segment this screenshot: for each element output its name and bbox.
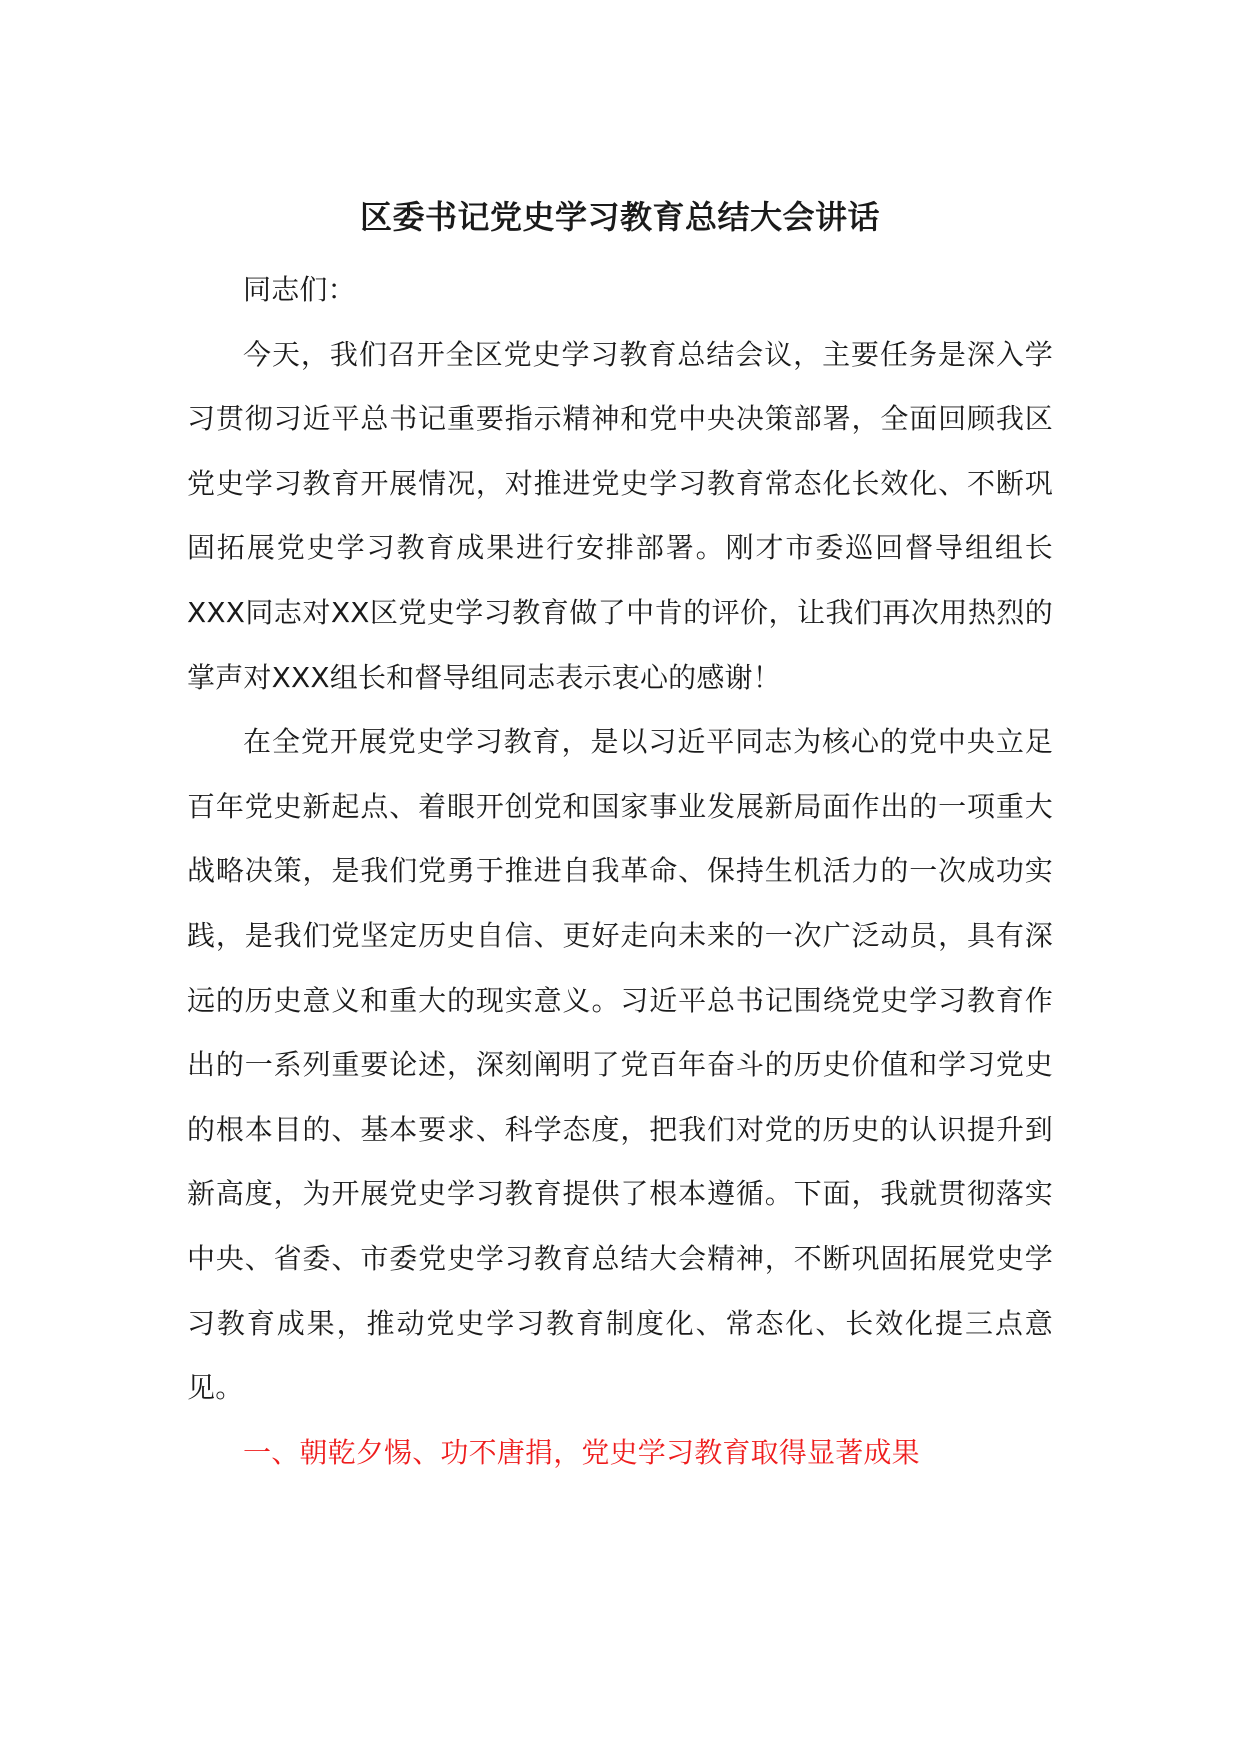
section-heading: 一、朝乾夕惕、功不唐捐，党史学习教育取得显著成果 [243,1435,920,1469]
greeting: 同志们： [243,273,356,306]
paragraph-2: 在全党开展党史学习教育，是以习近平同志为核心的党中央立足百年党史新起点、着眼开创党和国家事业发展新局面作出的一项重大战略决策，是我们党勇于推进自我革命、保持生机活力的一次成功实践，是我们党坚定历史自信、更好走向未来的一次广泛动员，具有深远的历史意义和重大的现实意义。习近平总书记围绕党史学习教育作出的一系列重要论述，深刻阐明了党百年奋斗的历史价值和学习党史的根本目的、基本要求、科学态度，把我们对党的历史的认识提升到新高度，为开展党史学习教育提供了根本遵循。下面，我就贯彻落实中央、省委、市委党史学习教育总结大会精神，不断巩固拓展党史学习教育成果，推动党史学习教育制度化、常态化、长效化提三点意见。 [187,725,1053,1405]
document-body [187,258,1053,1485]
document-title: 区委书记党史学习教育总结大会讲话 [359,198,880,236]
paragraph-1: 今天，我们召开全区党史学习教育总结会议，主要任务是深入学习贯彻习近平总书记重要指示精神和党中央决策部署，全面回顾我区党史学习教育开展情况，对推进党史学习教育常态化长效化、不断巩固拓展党史学习教育成果进行安排部署。刚才市委巡回督导组组长XXX同志对XX区党史学习教育做了中肯的评价，让我们再次用热烈的掌声对XXX组长和督导组同志表示衷心的感谢！ [187,337,1053,694]
